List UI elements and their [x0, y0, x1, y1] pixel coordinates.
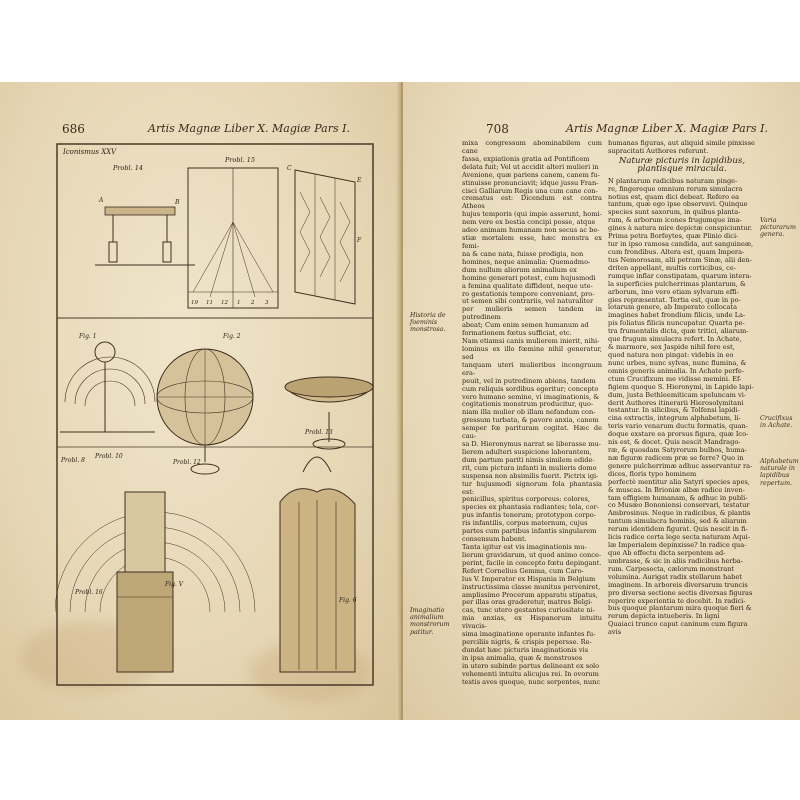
text-line: ræ, & quosdam Satyrorum bulbos, huma-: [608, 446, 747, 455]
text-line: lus V. Imperator ex Hispania in Belgium: [462, 574, 596, 583]
text-line: & marmore, sex Jaspide nihil fere est,: [608, 343, 735, 352]
text-line: imagines habet frondium filicis, unde La-: [608, 311, 746, 320]
text-line: vehementi intuitu alicujus rei. In ovorum: [462, 669, 599, 678]
text-line: rerum identidem figurat. Quis nescit in fi-: [608, 525, 748, 534]
text-line: Quaiaci trunco caput caninum cum figura: [608, 620, 748, 629]
text-line: semper fœ parituram cogitat. Hæc de cau-: [462, 424, 602, 441]
text-line: reperire experientia te docebit. In radici-: [608, 596, 746, 605]
text-line: Tanta igitur est vis imaginationis mu-: [462, 543, 587, 552]
probl-label: Probl. 14: [113, 164, 144, 172]
text-line: in utero subinde partus delineant ex solo: [462, 661, 600, 670]
running-head: Artis Magnæ Liber X. Magiæ Pars I.: [148, 122, 350, 135]
text-line: rum, & arborum icones frugumque ima-: [608, 216, 742, 225]
text-line: cisci Galliarum Regis una cum cane con-: [462, 186, 598, 195]
section-heading: Naturæ picturis in lapidibus, plantisque miracula.: [618, 155, 746, 174]
text-line: nunc urbes, nunc sylvas, nunc flumina, &: [608, 358, 747, 367]
text-line: vero humano semine, vi imaginationis, &: [462, 392, 600, 401]
bowl-figure: [285, 377, 373, 449]
svg-text:B: B: [175, 199, 180, 206]
dial-number: 11: [206, 300, 213, 306]
text-line: imaginem. In arboreis diversarum truncis: [608, 580, 748, 589]
text-line: figiem quoque S. Hieronymi, in Lapide lapi-: [608, 382, 754, 391]
text-line: hujus temporis (qui impie asserunt, homi-: [462, 210, 602, 219]
text-line: nis est, & docet. Quis nescit Mandrago-: [608, 438, 741, 447]
page-number: 708: [486, 122, 509, 136]
text-line: delata fuit; Vel ut accidit alteri mulieri in: [462, 162, 599, 171]
text-line: næ figuræ radicem præ se ferre? Quo in: [608, 453, 744, 462]
text-line: N plantarum radicibus naturam pinge-: [608, 176, 738, 185]
fig-label: Fig. 2: [223, 333, 241, 340]
text-line: cum frondibus. Altera est, quam Impera-: [608, 247, 745, 256]
text-line: tra frumentalis dicta, quæ tritici, aliarum-: [608, 327, 749, 336]
text-line: mixa congressum abominabilem cum cane: [462, 139, 602, 155]
text-line: tanquam uteri mulieribus incongruum era-: [462, 360, 602, 377]
armillary-globe-figure: [157, 333, 253, 474]
text-line: lotarum genere, ab Imperato collocata: [608, 303, 738, 312]
text-line: Nam etiamsi canis mulierem inierit, nihi-: [462, 337, 600, 346]
text-line: suspensa non absimilis fuerit. Pictrix igi-: [462, 471, 599, 480]
text-line: & muscas. In Brioniæ albæ radice inven-: [608, 485, 745, 494]
text-line: arborum, imo vero etiam sylvarum effi-: [608, 287, 739, 296]
text-line: rit, cum pictura infanti in mulieris domo: [462, 463, 597, 472]
text-column-right: [608, 140, 756, 637]
text-line: fassa, expiationis gratia ad Pontificem: [462, 154, 590, 163]
text-line: testis aves quoque, nunc serpentes, nunc: [462, 677, 601, 686]
margin-note-imaginatio: Imaginatio animalium monstrorum patitur.: [410, 607, 450, 636]
text-line: species ex phantasia radiantes; tela, cor-: [462, 503, 599, 512]
text-line: quod natura non pingat: videbis in eo: [608, 350, 734, 359]
text-line: gressum turbata, & pavore anxia, canem: [462, 416, 599, 425]
text-line: instructissima classe munitus perveniret,: [462, 582, 601, 591]
text-line: perciliis nigris, & crispis pepersse. Re-: [462, 638, 592, 647]
folding-screen-figure: [287, 165, 362, 304]
text-line: nem vere ex bestia concipi posse, atque: [462, 218, 596, 227]
text-line: stiæ mortalem esse, hæc monstra ex femi-: [462, 234, 602, 250]
text-line: dum nullum aliorum animalium ex: [462, 265, 577, 274]
text-line: tur hujusmodi signorum fola phantasia est:: [462, 479, 602, 496]
text-line: avis: [608, 628, 622, 637]
text-line: mia anxias, ex Hispanorum intuitu vivacis-: [462, 614, 602, 631]
text-line: formationem fœtus sufficiat, etc.: [462, 329, 572, 338]
text-line: rum. Carpesecta, cælorum monstrant: [608, 564, 735, 573]
text-line: re, fingereque omnium rerum simulacra: [608, 184, 743, 193]
text-line: perfectè mentitur alia Satyri species apes,: [608, 477, 750, 486]
text-line: pis foliatus filicis nuncupatur. Quarta pe-: [608, 319, 745, 328]
text-line: rerum depicta intueberis. In ligni: [608, 612, 720, 621]
text-line: tantum simulacra hominis, sed & aliarum: [608, 517, 747, 526]
text-line: niam illa mulier ob illam nefandum con-: [462, 408, 596, 417]
text-line: homines, neque animalia: Quemadmo-: [462, 257, 591, 266]
probl-label: Probl. 12: [173, 459, 201, 466]
text-line: species sunt saxorum, in quibus planta-: [608, 208, 741, 217]
text-line: na & cane nata, fuisse prodigia, non: [462, 249, 584, 258]
probl-label: Probl. 13: [305, 429, 333, 436]
text-line: umbrasse, & sic in aliis radicibus herba-: [608, 556, 743, 565]
text-line: crematus est: Dicendum est contra Atheos: [462, 194, 602, 211]
text-line: lierem adulteri suspicione laborantem,: [462, 447, 592, 456]
text-line: testantur. In silicibus, & Tolfensi lapidi-: [608, 406, 740, 415]
sundial-figure: [188, 156, 278, 308]
text-line: abeat; Cum enim semen humanum ad: [462, 321, 589, 330]
text-line: que Ab effectu dicta serpentem ad-: [608, 549, 726, 558]
text-line: adeo animam humanam non secus ac be-: [462, 226, 600, 235]
probl-label: Probl. 16: [75, 589, 103, 596]
text-line: læ Imperialem depinxisse? In radice qua-: [608, 541, 747, 550]
left-page: [0, 82, 401, 720]
dial-number: 3: [265, 300, 269, 306]
text-line: rumque inflar constipatam, quarum intera-: [608, 271, 752, 280]
text-line: humanas figuras, aut aliquid simile pinxisse: [608, 139, 755, 147]
text-line: cina extractis, integrum alphabetum, li-: [608, 414, 741, 423]
fig-label: Fig. 1: [79, 333, 97, 340]
text-line: a femina qualitate diffident, neque ute-: [462, 281, 593, 290]
engraved-plate: [55, 142, 375, 687]
text-column-left: [462, 140, 602, 687]
text-line: pro diversa sectione sectis diversas figuras: [608, 588, 753, 597]
text-line: Refert Cornelius Gemma, cum Caro-: [462, 566, 584, 575]
text-line: supracitati Authores referunt.: [608, 146, 709, 155]
concentric-arcs-figure: [55, 453, 255, 672]
text-line: tam effigiem humanam, & adhuc in publi-: [608, 493, 748, 502]
text-line: ris infantilis, corpus maternum, cujus: [462, 519, 588, 528]
text-line: sima imaginatione operante infantes fu-: [462, 630, 596, 639]
text-line: notius est, quam dici debeat. Refero ea: [608, 192, 740, 201]
text-line: omnis generis animalia. In Achate perfe-: [608, 366, 744, 375]
iconismus-label: Iconismus XXV: [63, 148, 117, 156]
text-line: dum, justa Bethleemiticam speluncam vi-: [608, 390, 747, 399]
text-line: dundat hæc picturis imaginationis vis: [462, 646, 589, 654]
margin-note-historia: Historia de foeminis monstrosa.: [410, 312, 446, 334]
svg-text:F: F: [357, 237, 362, 244]
text-line: ctum Crucifixum me vidisse memini. Ef-: [608, 374, 742, 383]
text-line: volumina. Aurigat radix stellarum habet: [608, 572, 742, 581]
column-vase-figure: [280, 457, 357, 672]
dial-number: 1: [237, 300, 241, 306]
lamp-arc-figure: [60, 333, 155, 464]
telescope-figure: [95, 164, 195, 265]
dial-number: 12: [221, 300, 228, 306]
text-line: ut semen sibi contrariis, vel naturaliter: [462, 297, 594, 306]
text-line: per illas oras graderetur, matres Belgi-: [462, 598, 593, 607]
text-line: derit Authores itinerarii Hierosolymitani: [608, 398, 744, 407]
margin-note-varia: Varia picturarum genera.: [760, 217, 796, 239]
fig-label: Fig. 6: [339, 597, 357, 604]
text-line: penicillus, spiritus corporeus: colores,: [462, 495, 590, 504]
text-line: pus infantis tenerum; prototypon corpo-: [462, 511, 596, 520]
svg-text:C: C: [287, 165, 292, 172]
text-line: co Musæo Bononiensi conservari, testatur: [608, 501, 750, 510]
dial-number: 2: [251, 300, 255, 306]
text-line: per mulieris semen tandem in putredinem: [462, 305, 602, 322]
svg-text:E: E: [357, 177, 362, 184]
text-line: cum reliquis sordibus egeritur; concepto: [462, 384, 599, 393]
text-line: gies repræsentat. Tertia est, quæ in po-: [608, 295, 741, 304]
probl-label: Probl. 10: [95, 453, 123, 460]
text-line: Prima petra Borfeytes, quæ Plinio dici-: [608, 232, 739, 241]
text-line: peuit, vel in putredinem abiens, tandem: [462, 376, 596, 385]
probl-label: Probl. 15: [225, 156, 256, 164]
text-line: partes cum partibus infantis singularem: [462, 527, 597, 536]
text-line: sa D. Hieronymus narrat se liberasse mu-: [462, 440, 601, 449]
text-line: doque exstare ea prorsus figura, quæ Ico-: [608, 430, 749, 439]
margin-note-crucifixus: Crucifixus in Achate.: [760, 415, 793, 430]
text-line: teris vario venarum ductu formatis, quan-: [608, 422, 748, 431]
text-line: cas, tunc utero gestantes curiositate ni-: [462, 606, 595, 615]
text-line: driten appellant, multis corticibus, ce-: [608, 263, 736, 272]
running-head: Artis Magnæ Liber X. Magiæ Pars I.: [566, 122, 768, 135]
text-line: lominus ex illo fœmine nihil generatur, sed: [462, 344, 602, 361]
text-line: genere pulcherrimæ adhuc asservantur ra-: [608, 461, 753, 470]
dial-number: 19: [191, 300, 198, 306]
text-line: tur in ipso ramosa candida, aut sanguineæ,: [608, 240, 754, 249]
probl-label: Probl. 8: [61, 457, 85, 464]
fig-label: Fig. V: [165, 581, 184, 588]
text-line: lierum gravidarum, ut quod animo conce-: [462, 550, 602, 559]
svg-text:A: A: [99, 197, 104, 204]
text-line: dices, floris typo hominem: [608, 469, 697, 478]
text-line: stinuisse pronunciavit; idque jussu Fran-: [462, 178, 599, 187]
text-line: dum partum pariti nimis similem edide-: [462, 455, 595, 464]
text-line: in ipsa animalia, quæ & monstrosos: [462, 653, 583, 662]
text-line: perint, facile in concepto fœtu depingant.: [462, 558, 602, 567]
book-spread: [0, 82, 800, 720]
text-line: bus quoque plantarum mira quoque fieri &: [608, 604, 752, 613]
text-line: Ambrosinus. Neque in radicibus, & plantis: [608, 509, 751, 518]
text-line: homine generari potest, cum hujusmodi: [462, 273, 596, 282]
margin-note-alphabetum: Alphabetum naturale in lapidibus repertum.: [760, 458, 799, 487]
page-number: 686: [62, 122, 85, 136]
text-line: licis radice certa lege secta naturam Aqui-: [608, 533, 750, 542]
text-line: la superficies pulcherrimas plantarum, &: [608, 279, 746, 288]
text-line: tus Nemorosam, alii petram Sinæ, alii den-: [608, 255, 752, 264]
text-line: tantum, quæ ego ipse observavi. Quinque: [608, 200, 748, 209]
text-line: gines à natura mire depictæ conspiciuntur.: [608, 224, 753, 233]
text-line: amplissimo Procerum apparatu stipatus,: [462, 590, 598, 599]
text-line: cogitationis monstrum producitur, quo-: [462, 400, 594, 409]
text-line: que frugum simulacra refert. In Achate,: [608, 335, 742, 344]
text-line: consensum habent.: [462, 535, 527, 544]
text-line: Avenione, quæ pariens canem, canem fu-: [462, 170, 600, 179]
text-line: ro gestationis tempore conveniant, pro-: [462, 289, 595, 298]
